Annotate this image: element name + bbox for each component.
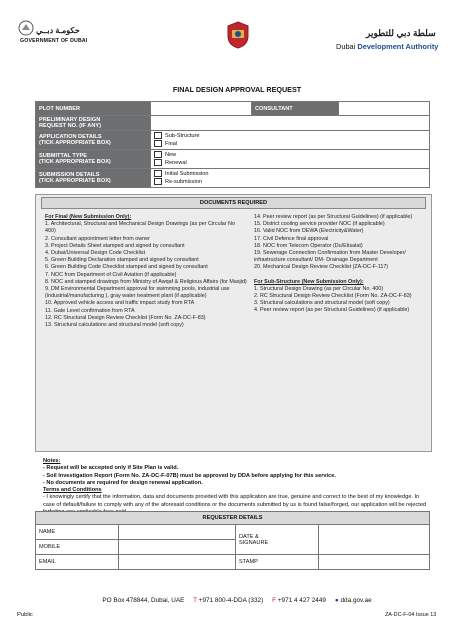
final-document-item: 1. Architectural, Structural and Mechanical Design Drawings (as per Circular No 400) bbox=[45, 221, 235, 235]
consultant-label: CONSULTANT bbox=[252, 102, 339, 116]
option-initial-submission[interactable] bbox=[154, 170, 426, 178]
final-documents-heading: For Final (New Submission Only): bbox=[45, 214, 132, 220]
footer-website[interactable]: dda.gov.ae bbox=[340, 597, 372, 604]
government-english-name: GOVERNMENT OF DUBAI bbox=[20, 38, 88, 44]
date-signature-field[interactable] bbox=[319, 525, 430, 555]
fax-label: F bbox=[272, 597, 277, 604]
option-re-submission[interactable] bbox=[154, 178, 426, 186]
checkbox-new[interactable] bbox=[154, 151, 162, 158]
government-arabic-name: حكومـة دبــي bbox=[36, 26, 80, 35]
sub-structure-documents-heading: For Sub-Structure (New Submission Only): bbox=[254, 278, 364, 285]
requester-details-table bbox=[35, 511, 430, 570]
plot-number-field[interactable] bbox=[151, 102, 252, 116]
terms-heading: Terms and Conditions bbox=[43, 487, 102, 494]
name-label: NAME bbox=[36, 525, 119, 540]
dda-arabic-name: سلطة دبي للتطوير bbox=[366, 28, 436, 38]
date-signature-line-1: DATE & bbox=[239, 533, 259, 540]
option-sub-structure-label: Sub-Structure bbox=[165, 133, 200, 139]
final-document-item: 19. Sewerage Connection Confirmation from Master Developer/ infrastructure consultant/ DM- Drainage Department bbox=[254, 250, 406, 264]
submittal-type-options bbox=[151, 150, 430, 169]
application-details-label bbox=[36, 131, 151, 150]
preliminary-request-line-2: REQUEST NO. (IF ANY) bbox=[39, 123, 101, 129]
final-document-item: 9. DM Environmental Department approval for swimming pools, industrial use (industrial/manufacturing ), gray water treatment plant (if applicable) bbox=[45, 286, 230, 300]
globe-icon: ● bbox=[334, 597, 339, 604]
final-document-item: 8. NOC and stamped drawings from Ministry of Awqaf & Religious Affairs (for Masjid) bbox=[45, 278, 247, 285]
form-issue-number: ZA-DC-F-04 Issue 13 bbox=[385, 612, 437, 618]
notes-heading: Notes: bbox=[43, 458, 61, 464]
requester-details-heading: REQUESTER DETAILS bbox=[36, 512, 430, 525]
submission-details-line-2: (TICK APPROPRIATE BOX) bbox=[39, 178, 111, 184]
sub-structure-document-item: 3. Structural calculations and structural model (soft copy) bbox=[254, 300, 390, 307]
consultant-field[interactable] bbox=[339, 102, 430, 116]
final-document-item: 7. NOC from Department of Civil Aviation (if applicable) bbox=[45, 271, 177, 278]
submission-details-options bbox=[151, 169, 430, 188]
submittal-type-line-2: (TICK APPROPRIATE BOX) bbox=[39, 159, 111, 165]
sub-structure-document-item: 2. RC Structural Design Review Checklist (Form No. ZA-DC-F-83) bbox=[254, 293, 412, 300]
preliminary-request-line-1: PRELIMINARY DESIGN bbox=[39, 117, 101, 123]
documents-required-heading: DOCUMENTS REQUIRED bbox=[41, 197, 426, 209]
option-re-submission-label: Re-submission bbox=[165, 179, 202, 185]
preliminary-request-label bbox=[36, 116, 151, 131]
email-field[interactable] bbox=[119, 555, 236, 570]
option-sub-structure[interactable] bbox=[154, 132, 426, 140]
note-item: - No documents are required for design renewal application. bbox=[43, 479, 203, 486]
final-document-item: 12. RC Structural Design Review Checklist (Form No. ZA-DC-F-83) bbox=[45, 314, 206, 321]
submission-details-label bbox=[36, 169, 151, 188]
additional-documents-column bbox=[254, 214, 426, 315]
application-details-line-2: (TICK APPROPRIATE BOX) bbox=[39, 140, 111, 146]
application-details-line-1: APPLICATION DETAILS bbox=[39, 134, 102, 140]
checkbox-final[interactable] bbox=[154, 140, 162, 147]
option-initial-submission-label: Initial Submission bbox=[165, 171, 209, 177]
sub-structure-document-item: 1. Structural Design Drawing (as per Circular No. 400) bbox=[254, 285, 384, 292]
classification-label: Public bbox=[17, 612, 33, 618]
note-item: - Request will be accepted only if Site Plan is valid. bbox=[43, 465, 179, 472]
submittal-type-label bbox=[36, 150, 151, 169]
final-document-item: 3. Project Details Sheet stamped and signed by consultant bbox=[45, 242, 185, 249]
date-signature-line-2: SIGNAURE bbox=[239, 539, 269, 546]
note-item: - Soil Investigation Report (Form No. ZA-DC-F-07B) must be approved by DDA before applying for this service. bbox=[43, 472, 336, 479]
option-final-label: Final bbox=[165, 141, 178, 147]
final-document-item: 10. Approved vehicle access and traffic impact study from RTA bbox=[45, 300, 195, 307]
final-document-item: 4. Dubai/Universal Design Code Checklist bbox=[45, 250, 146, 257]
footer-fax: +971 4 427 2449 bbox=[277, 597, 326, 604]
mobile-label: MOBILE bbox=[36, 540, 119, 555]
mobile-field[interactable] bbox=[119, 540, 236, 555]
final-document-item: 18. NOC from Telecom Operator (Du/Etisalat) bbox=[254, 242, 363, 249]
option-renewal[interactable] bbox=[154, 159, 426, 167]
application-form-table bbox=[35, 101, 430, 188]
option-new[interactable] bbox=[154, 151, 426, 159]
checkbox-sub-structure[interactable] bbox=[154, 132, 162, 139]
application-details-options bbox=[151, 131, 430, 150]
submittal-type-line-1: SUBMITTAL TYPE bbox=[39, 153, 87, 159]
final-document-item: 15. District cooling service provider NOC (if applicable) bbox=[254, 221, 385, 228]
final-document-item: 17. Civil Defence final approval bbox=[254, 235, 329, 242]
sub-structure-document-item: 4. Peer review report (as per Structural Guidelines) (if applicable) bbox=[254, 307, 410, 314]
final-document-item: 16. Valid NOC from DEWA (Electricity&Water) bbox=[254, 228, 364, 235]
final-document-item: 14. Peer review report (as per Structural Guidelines) (if applicable) bbox=[254, 214, 413, 220]
checkbox-initial-submission[interactable] bbox=[154, 170, 162, 177]
option-new-label: New bbox=[165, 152, 177, 158]
option-final[interactable] bbox=[154, 140, 426, 148]
email-label: EMAIL bbox=[36, 555, 119, 570]
final-document-item: 6. Green Building Code Checklist stamped and signed by consultant bbox=[45, 264, 208, 271]
name-field[interactable] bbox=[119, 525, 236, 540]
phone-label: T bbox=[193, 597, 197, 604]
final-document-item: 2. Consultant appointment letter from owner bbox=[45, 235, 150, 242]
emblem-icon bbox=[224, 20, 252, 50]
dda-english-prefix: Dubai bbox=[336, 42, 358, 51]
government-of-dubai-logo bbox=[18, 20, 34, 36]
final-document-item: 20. Mechanical Design Review Checklist (ZA-DC-F-117) bbox=[254, 264, 389, 271]
checkbox-re-submission[interactable] bbox=[154, 178, 162, 185]
footer-address: PO Box 478844, Dubai, UAE bbox=[102, 597, 185, 604]
final-document-item: 5. Green Building Declaration stamped and signed by consultant bbox=[45, 257, 199, 264]
checkbox-renewal[interactable] bbox=[154, 159, 162, 166]
stamp-field[interactable] bbox=[319, 555, 430, 570]
date-signature-label bbox=[236, 525, 319, 555]
stamp-label: STAMP bbox=[236, 555, 319, 570]
final-document-item: 11. Gate Level confirmation from RTA bbox=[45, 307, 135, 314]
plot-number-label: PLOT NUMBER bbox=[36, 102, 151, 116]
final-document-item: 13. Structural calculations and structural model (soft copy) bbox=[45, 322, 184, 329]
final-documents-column bbox=[45, 214, 247, 329]
dda-english-bold: Development Authority bbox=[357, 42, 439, 51]
footer-phone: +971 800-4-DDA (332) bbox=[198, 597, 264, 604]
terms-text: - I knowingly certify that the information, data and documents provided with this application are true, genuine and correct to the best of my knowledge. In case of default/failure to comply with any of the aforesaid conditions or the documents submitted by us is found false/forged, our application will be rejected bbox=[43, 494, 427, 508]
notes-section bbox=[43, 458, 428, 516]
form-title: FINAL DESIGN APPROVAL REQUEST bbox=[172, 85, 302, 94]
dda-english-name bbox=[336, 42, 438, 51]
preliminary-request-field[interactable] bbox=[151, 116, 430, 131]
option-renewal-label: Renewal bbox=[165, 160, 187, 166]
footer-contact bbox=[0, 597, 474, 604]
submission-details-line-1: SUBMISSION DETAILS bbox=[39, 172, 100, 178]
